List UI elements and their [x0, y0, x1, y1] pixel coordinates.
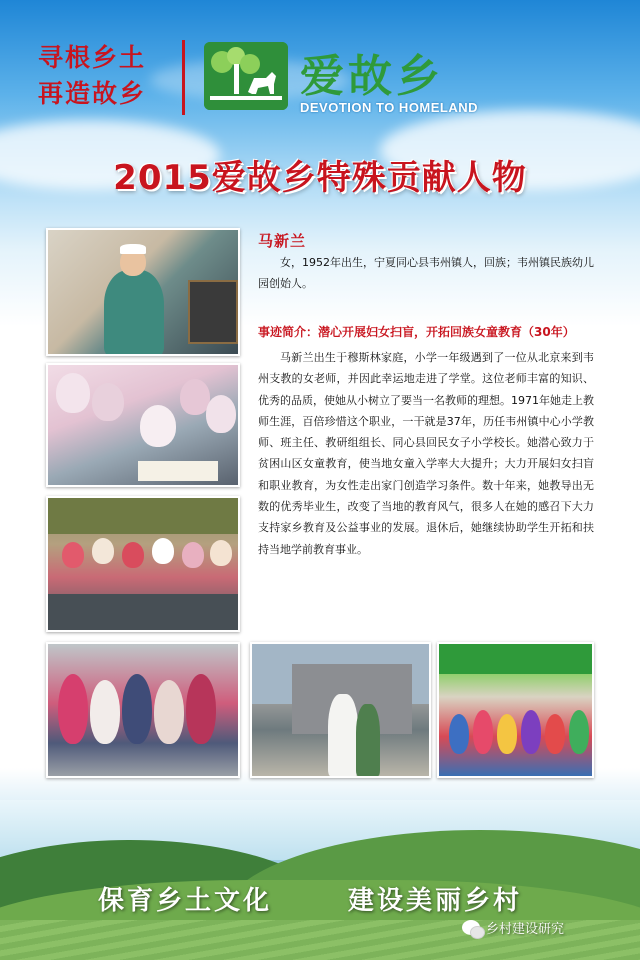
- person-name: 马新兰: [258, 232, 307, 250]
- slogan-line-1: 寻根乡土: [38, 43, 147, 72]
- header-divider: [182, 40, 185, 115]
- photo-hotel-entrance: [250, 642, 431, 778]
- photo-kindergarten-children: [437, 642, 594, 778]
- wechat-attribution: [462, 918, 564, 937]
- photo-women-reading: [46, 363, 240, 487]
- header-slogan: [38, 40, 178, 112]
- person-intro: 女，1952年出生，宁夏同心县韦州镇人，回族；韦州镇民族幼儿园创始人。: [258, 256, 594, 290]
- logo-wordmark: 爱故乡: [300, 51, 444, 102]
- footer-slogan-left: 保育乡土文化: [98, 886, 273, 916]
- wechat-icon: [462, 920, 480, 935]
- slogan-line-2: 再造故乡: [38, 79, 147, 108]
- footer-slogan-right: 建设美丽乡村: [348, 886, 523, 916]
- page-title: 2015爱故乡特殊贡献人物: [113, 158, 527, 198]
- summary-heading: 事迹简介：潜心开展妇女扫盲，开拓回族女童教育（30年）: [258, 325, 575, 339]
- photo-teacher-at-board: [46, 228, 240, 356]
- biography-text: 马新兰出生于穆斯林家庭，小学一年级遇到了一位从北京来到韦州支教的女老师，并因此幸运地走进了学堂。这位老师丰富的知识、优秀的品质，使她从小树立了要当一名教师的理想。1971年她走上教师生涯，百倍珍惜这个职业，一干就是37年，历任韦州镇中心小学教师、班主任、教研组组长、同心县回民女子小学校长。她潜心致力于贫困山区女童教育，使当地女童入学率大大提升；大力开展妇女扫盲和职业教育，为女性走出家门创造学习条件。数十年来，她教导出无数的优秀毕业生，改变了当地的教育风气，很多人在她的感召下大力支持家乡教育及公益事业的发展。退休后，她继续协助学生开拓和扶持当地学前教育事业。: [258, 351, 594, 556]
- photo-women-group: [46, 642, 240, 778]
- photo-group-outdoors: [46, 496, 240, 632]
- logo-subtitle: DEVOTION TO HOMELAND: [300, 100, 479, 115]
- wechat-account-name: 乡村建设研究: [486, 922, 565, 937]
- tree-dog-logo-icon: [204, 42, 288, 110]
